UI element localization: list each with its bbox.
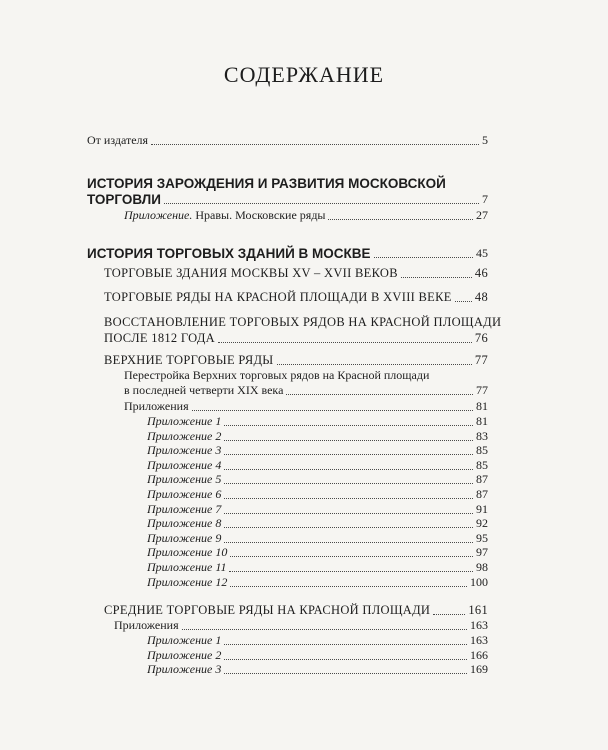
dot-leader xyxy=(182,628,467,630)
dot-leader xyxy=(224,482,473,484)
toc-entry-text: Приложение 11 xyxy=(147,560,227,574)
toc-entry-appendix[interactable] xyxy=(147,502,488,517)
toc-entry-upper-rows[interactable] xyxy=(104,353,488,368)
toc-entry-text: Приложения xyxy=(124,399,189,413)
toc-entry-appendix[interactable] xyxy=(147,414,488,429)
dot-leader xyxy=(224,541,473,543)
dot-leader xyxy=(224,497,473,499)
toc-entry-text: ТОРГОВЫЕ ЗДАНИЯ МОСКВЫ XV – XVII ВЕКОВ xyxy=(104,266,398,280)
toc-entry-text: Приложение 3 xyxy=(147,443,222,458)
toc-page-number: 97 xyxy=(476,545,488,560)
dot-leader xyxy=(224,512,473,514)
dot-leader xyxy=(151,143,479,145)
toc-entry-text: Приложение 5 xyxy=(147,472,222,487)
toc-entry-text: Приложение 7 xyxy=(147,501,222,516)
toc-entry-text: в последней четверти XIX века xyxy=(124,383,284,397)
appendix-label: Приложение. xyxy=(124,208,193,222)
toc-page-number: 85 xyxy=(476,443,488,458)
dot-leader xyxy=(224,643,467,645)
toc-entry-rebuild-line1[interactable]: Перестройка Верхних торговых рядов на Красной площади xyxy=(124,368,430,382)
toc-entry-history-buildings[interactable] xyxy=(87,246,488,261)
toc-entry-red-square-18[interactable] xyxy=(104,290,488,305)
toc-page-number: 169 xyxy=(470,662,488,677)
toc-entry-text: Приложение 6 xyxy=(147,487,222,501)
toc-entry-text: ВЕРХНИЕ ТОРГОВЫЕ РЯДЫ xyxy=(104,353,274,367)
toc-entry-restoration[interactable] xyxy=(104,331,488,346)
toc-entry-text: Приложение 8 xyxy=(147,516,222,531)
toc-page-number: 81 xyxy=(476,414,488,428)
toc-entry-appendix[interactable] xyxy=(147,516,488,531)
toc-entry-upper-appendices[interactable] xyxy=(124,399,488,414)
toc-page-number: 163 xyxy=(470,633,488,647)
toc-entry-appendix[interactable] xyxy=(147,648,488,663)
dot-leader xyxy=(455,300,472,302)
toc-entry-text: Приложение 1 xyxy=(147,414,222,428)
toc-page-number: 161 xyxy=(468,603,488,617)
toc-page-number: 77 xyxy=(474,353,488,367)
dot-leader xyxy=(164,202,479,204)
toc-entry-appendix[interactable] xyxy=(147,429,488,444)
toc-entry-appendix[interactable] xyxy=(147,487,488,502)
toc-page-number: 91 xyxy=(476,501,488,516)
dot-leader xyxy=(328,218,473,220)
page-title: СОДЕРЖАНИЕ xyxy=(223,62,385,87)
toc-page-number: 87 xyxy=(476,487,488,501)
dot-leader xyxy=(192,409,473,411)
toc-entry-appendix[interactable] xyxy=(147,443,488,458)
toc-entry-text: Приложение 9 xyxy=(147,530,222,545)
dot-leader xyxy=(224,468,473,470)
toc-entry-middle-rows[interactable] xyxy=(104,603,488,618)
toc-page-number: 48 xyxy=(474,290,488,304)
dot-leader xyxy=(277,363,472,365)
toc-entry-text: Приложение 10 xyxy=(147,545,228,560)
toc-page-number: 85 xyxy=(476,457,488,472)
toc-page-number: 95 xyxy=(476,530,488,545)
dot-leader xyxy=(230,585,467,587)
toc-page-number: 45 xyxy=(476,246,488,260)
dot-leader xyxy=(229,570,473,572)
toc-page-number: 27 xyxy=(476,208,488,222)
toc-entry-text: Приложение 12 xyxy=(147,574,228,589)
toc-entry-appendix[interactable] xyxy=(147,472,488,487)
toc-entry-text: СРЕДНИЕ ТОРГОВЫЕ РЯДЫ НА КРАСНОЙ ПЛОЩАДИ xyxy=(104,603,431,617)
dot-leader xyxy=(224,424,473,426)
toc-entry-publisher[interactable] xyxy=(87,133,488,148)
toc-entry-restoration-line1[interactable]: ВОССТАНОВЛЕНИЕ ТОРГОВЫХ РЯДОВ НА КРАСНОЙ ПЛОЩАДИ xyxy=(104,315,502,329)
toc-entry-text: ИСТОРИЯ ТОРГОВЫХ ЗДАНИЙ В МОСКВЕ xyxy=(87,246,371,261)
toc-page-number: 100 xyxy=(470,574,488,589)
toc-entry-text: Приложения xyxy=(114,618,179,632)
toc-entry-history-origin-line1[interactable]: ИСТОРИЯ ЗАРОЖДЕНИЯ И РАЗВИТИЯ МОСКОВСКОЙ xyxy=(87,176,446,191)
toc-entry-middle-appendices[interactable] xyxy=(114,618,488,633)
toc-page-number: 81 xyxy=(476,399,488,413)
toc-entry-text: Приложение 2 xyxy=(147,428,222,443)
toc-entry-text: От издателя xyxy=(87,133,149,147)
dot-leader xyxy=(224,658,467,660)
dot-leader xyxy=(433,613,465,615)
toc-page-number: 166 xyxy=(470,647,488,662)
toc-entry-appendix[interactable] xyxy=(147,575,488,590)
toc-entry-text: Приложение 3 xyxy=(147,662,222,677)
toc-entry-text xyxy=(124,208,325,223)
toc-page-number: 98 xyxy=(476,560,488,574)
dot-leader xyxy=(286,393,473,395)
toc-entry-appendix[interactable] xyxy=(147,633,488,648)
toc-entry-text: ТОРГОВЛИ xyxy=(87,192,161,207)
toc-entry-trade-buildings[interactable] xyxy=(104,266,488,281)
toc-entry-text: ТОРГОВЫЕ РЯДЫ НА КРАСНОЙ ПЛОЩАДИ В XVIII ВЕКЕ xyxy=(104,290,452,304)
dot-leader xyxy=(230,555,473,557)
toc-page-number: 92 xyxy=(476,516,488,531)
dot-leader xyxy=(401,276,472,278)
dot-leader xyxy=(218,341,472,343)
dot-leader xyxy=(224,526,473,528)
appendix-title: Нравы. Московские ряды xyxy=(192,208,326,222)
toc-entry-appendix[interactable] xyxy=(147,662,488,677)
toc-page-number: 83 xyxy=(476,428,488,443)
toc-page-number: 76 xyxy=(474,331,488,345)
toc-page-number: 77 xyxy=(476,383,488,397)
toc-entry-appendix[interactable] xyxy=(147,531,488,546)
toc-page-number: 5 xyxy=(482,133,488,147)
toc-entry-appendix[interactable] xyxy=(147,560,488,575)
toc-entry-text: Приложение 1 xyxy=(147,633,222,647)
dot-leader xyxy=(374,256,473,258)
toc-entry-appendix[interactable] xyxy=(147,545,488,560)
toc-entry-appendix[interactable] xyxy=(147,458,488,473)
toc-entry-rebuild[interactable] xyxy=(124,383,488,398)
toc-entry-text: ПОСЛЕ 1812 ГОДА xyxy=(104,331,215,345)
dot-leader xyxy=(224,672,467,674)
toc-entry-history-origin[interactable] xyxy=(87,192,488,207)
dot-leader xyxy=(224,439,473,441)
toc-entry-text: Приложение 2 xyxy=(147,647,222,662)
toc-page-number: 7 xyxy=(482,192,488,206)
toc-entry-text: Приложение 4 xyxy=(147,457,222,472)
toc-entry-appendix-morals[interactable] xyxy=(124,208,488,223)
toc-page-number: 87 xyxy=(476,472,488,487)
toc-page-number: 163 xyxy=(470,618,488,632)
dot-leader xyxy=(224,453,473,455)
toc-page-number: 46 xyxy=(474,266,488,280)
